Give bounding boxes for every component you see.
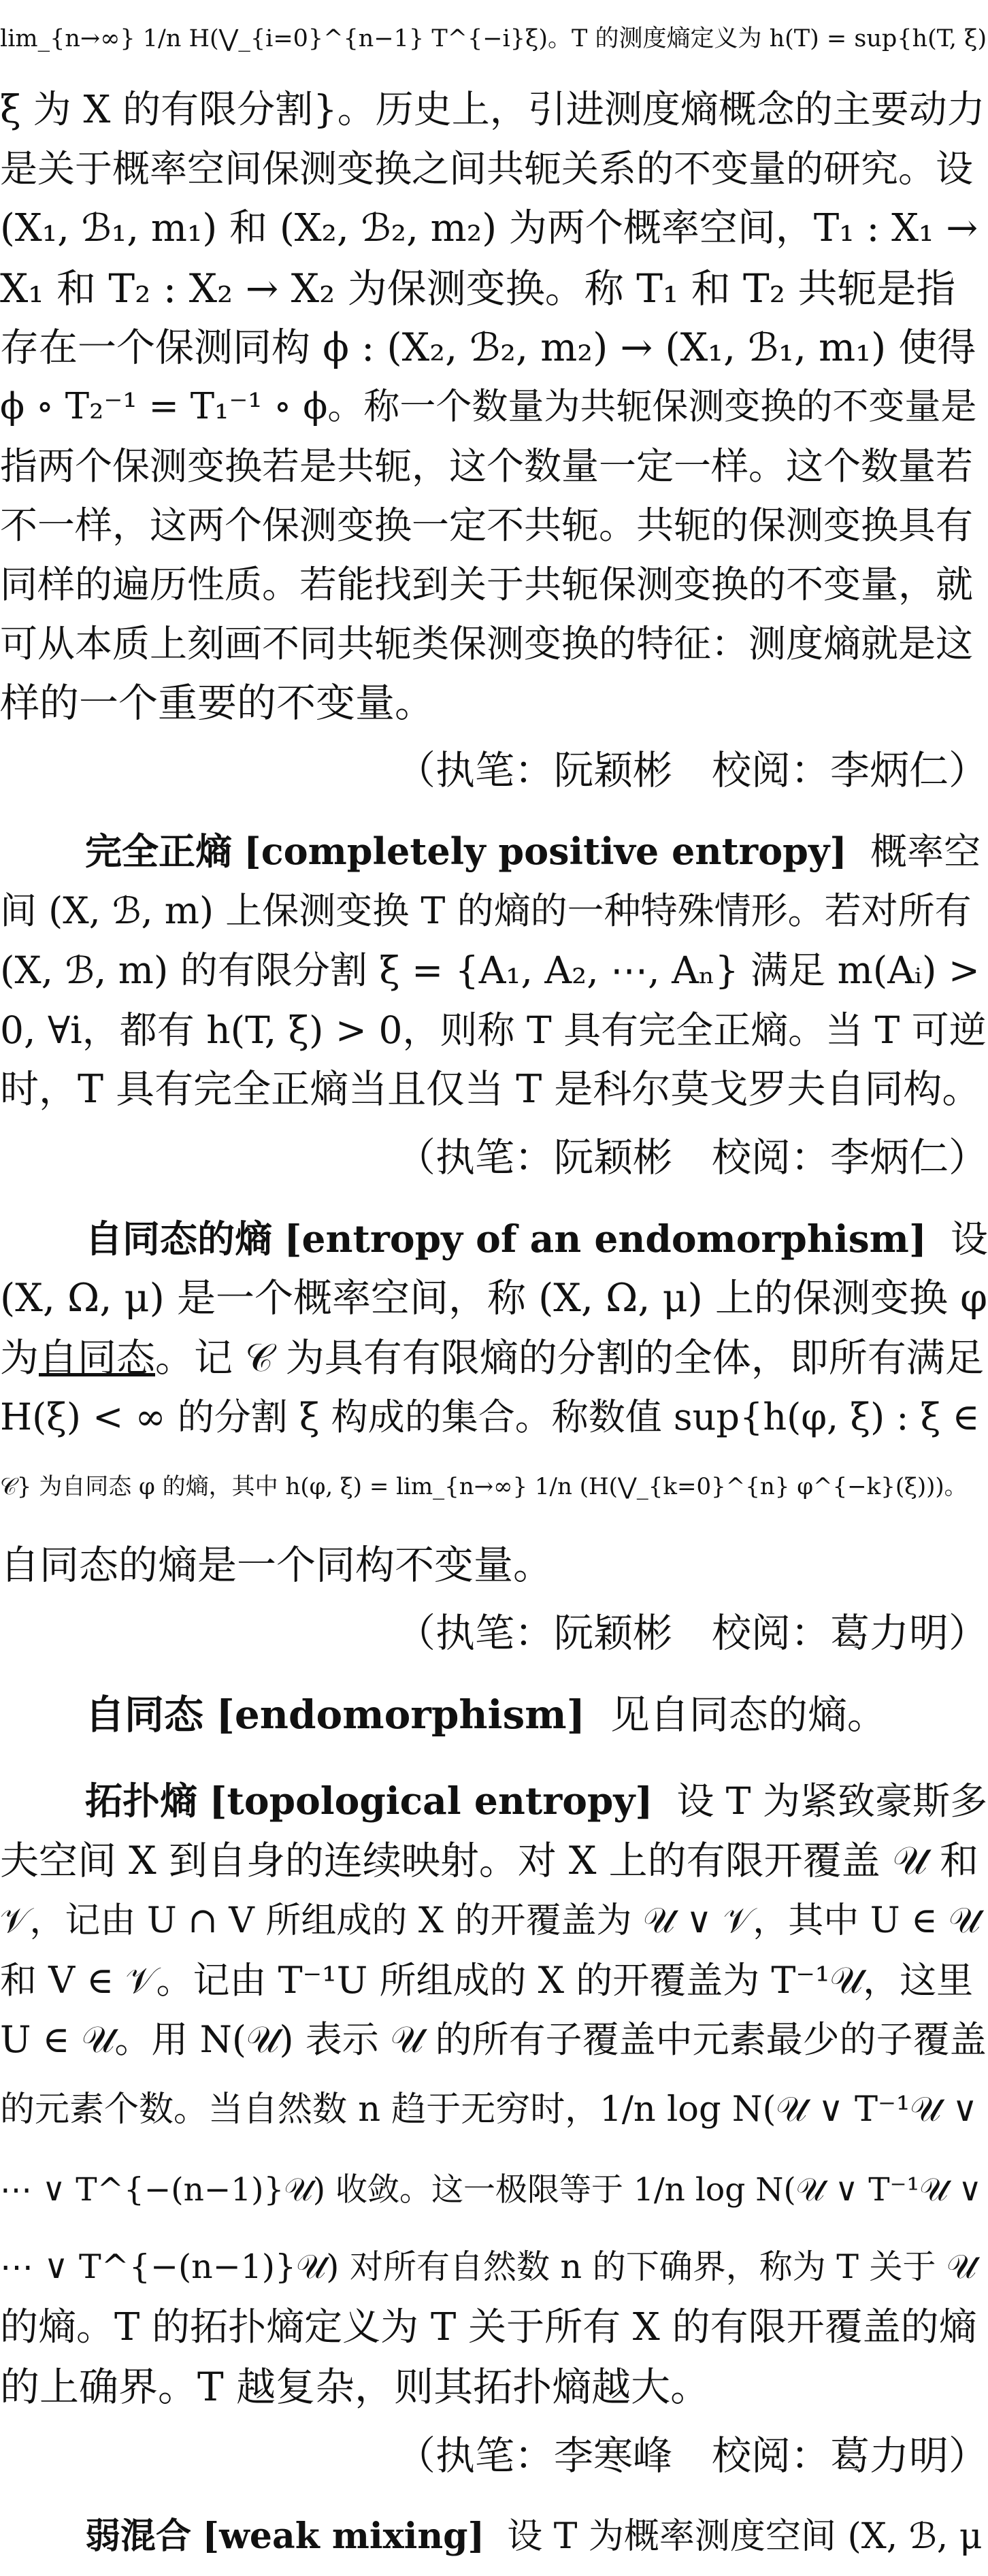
entry-title: 自同态 (85, 1691, 204, 1738)
text-line: lim_{n→∞} 1/n H(⋁_{i=0}^{n−1} T^{−i}ξ)。T 的测度熵定义为 h(T) = sup{h(T, ξ) (0, 25, 987, 52)
text-line: 设 (950, 1217, 988, 1261)
text-line: ⋯ ∨ T^{−(n−1)}𝒰) 对所有自然数 n 的下确界，称为 T 关于 𝒰 (0, 2247, 977, 2286)
text-line: H(ξ) < ∞ 的分割 ξ 构成的集合。称数值 sup{h(φ, ξ) : ξ ∈ (0, 1396, 980, 1438)
text-line: 存在一个保测同构 ϕ : (X₂, ℬ₂, m₂) → (X₁, ℬ₁, m₁) 使得 (0, 325, 976, 370)
text-line: (X₁, ℬ₁, m₁) 和 (X₂, ℬ₂, m₂) 为两个概率空间，T₁ : X₁ → (0, 206, 978, 250)
text-line: 不一样，这两个保测变换一定不共轭。共轭的保测变换具有 (0, 503, 974, 547)
entry-english-term: [completely positive entropy] (244, 829, 847, 873)
text-line: X₁ 和 T₂ : X₂ → X₂ 为保测变换。称 T₁ 和 T₂ 共轭是指 (0, 265, 956, 312)
text-line: 指两个保测变换若是共轭，这个数量一定一样。这个数量若 (0, 444, 974, 488)
text-line: 0, ∀i，都有 h(T, ξ) > 0，则称 T 具有完全正熵。当 T 可逆 (0, 1008, 987, 1052)
entry-heading (85, 1215, 988, 1263)
text-line: ⋯ ∨ T^{−(n−1)}𝒰) 收敛。这一极限等于 1/n log N(𝒰 ∨ T⁻¹𝒰 ∨ (0, 2171, 982, 2209)
text-line: 可从本质上刻画不同共轭类保测变换的特征：测度熵就是这 (0, 622, 974, 665)
author-signature: （执笔：阮颖彬 校阅：葛力明） (395, 1610, 988, 1656)
text-line: 间 (X, ℬ, m) 上保测变换 T 的熵的一种特殊情形。若对所有 (0, 889, 972, 932)
text-line: 自同态的熵是一个同构不变量。 (0, 1542, 553, 1588)
text-line: 见自同态的熵。 (610, 1691, 887, 1738)
entry-title: 自同态的熵 (85, 1217, 273, 1261)
entry-title: 弱混合 (85, 2516, 192, 2557)
text-line: 时，T 具有完全正熵当且仅当 T 是科尔莫戈罗夫自同构。 (0, 1067, 981, 1112)
text-line: 同样的遍历性质。若能找到关于共轭保测变换的不变量，就 (0, 563, 974, 606)
text-line: 的元素个数。当自然数 n 趋于无穷时，1/n log N(𝒰 ∨ T⁻¹𝒰 ∨ (0, 2090, 978, 2130)
text-line: 夫空间 X 到自身的连续映射。对 X 上的有限开覆盖 𝒰 和 (0, 1838, 979, 1883)
text-line: 是关于概率空间保测变换之间共轭关系的不变量的研究。设 (0, 147, 974, 191)
text-line: U ∈ 𝒰。用 N(𝒰) 表示 𝒰 的所有子覆盖中元素最少的子覆盖 (0, 2018, 987, 2061)
text-line (0, 1334, 988, 1382)
entry-heading (85, 2513, 988, 2560)
text-line: ξ 为 X 的有限分割}。历史上，引进测度熵概念的主要动力 (0, 88, 985, 132)
text-line: (X, Ω, μ) 是一个概率空间，称 (X, Ω, μ) 上的保测变换 φ (0, 1276, 988, 1321)
text-fragment: 为 (0, 1336, 39, 1381)
entry-heading (85, 827, 988, 876)
entry-english-term: [topological entropy] (209, 1779, 653, 1823)
author-signature: （执笔：李寒峰 校阅：葛力明） (395, 2432, 988, 2479)
text-line: 的熵。T 的拓扑熵定义为 T 关于所有 X 的有限开覆盖的熵 (0, 2305, 977, 2349)
cross-reference-link[interactable]: 自同态 (39, 1336, 155, 1381)
entry-heading (85, 1691, 988, 1738)
text-line: 𝒞} 为自同态 φ 的熵，其中 h(φ, ξ) = lim_{n→∞} 1/n (H(⋁_{k=0}^{n} φ^{−k}(ξ)))。 (0, 1473, 968, 1500)
author-signature: （执笔：阮颖彬 校阅：李炳仁） (395, 1134, 988, 1180)
entry-title: 拓扑熵 (85, 1779, 198, 1823)
text-line: 的上确界。T 越复杂，则其拓扑熵越大。 (0, 2364, 710, 2410)
text-line: 和 V ∈ 𝒱。记由 T⁻¹U 所组成的 X 的开覆盖为 T⁻¹𝒰，这里 (0, 1959, 974, 2002)
author-signature: （执笔：阮颖彬 校阅：李炳仁） (395, 747, 988, 793)
text-line: 样的一个重要的不变量。 (0, 680, 435, 726)
entry-heading (85, 1777, 988, 1825)
text-line: ϕ ∘ T₂⁻¹ = T₁⁻¹ ∘ ϕ。称一个数量为共轭保测变换的不变量是 (0, 386, 977, 427)
entry-english-term: [endomorphism] (216, 1691, 586, 1738)
text-line: 设 T 为概率测度空间 (X, ℬ, μ (507, 2516, 983, 2557)
text-line: 𝒱，记由 U ∩ V 所组成的 X 的开覆盖为 𝒰 ∨ 𝒱，其中 U ∈ 𝒰 (0, 1900, 981, 1941)
entry-english-term: [entropy of an endomorphism] (284, 1217, 927, 1261)
text-line: 设 T 为紧致豪斯多 (676, 1779, 987, 1823)
entry-title: 完全正熵 (85, 830, 232, 873)
entry-english-term: [weak mixing] (202, 2515, 485, 2557)
text-line: (X, ℬ, m) 的有限分割 ξ = {A₁, A₂, ⋯, Aₙ} 满足 m(Aᵢ) > (0, 948, 981, 992)
text-line: 概率空 (870, 830, 981, 873)
text-fragment: 。记 𝒞 为具有有限熵的分割的全体，即所有满足 (155, 1336, 984, 1381)
